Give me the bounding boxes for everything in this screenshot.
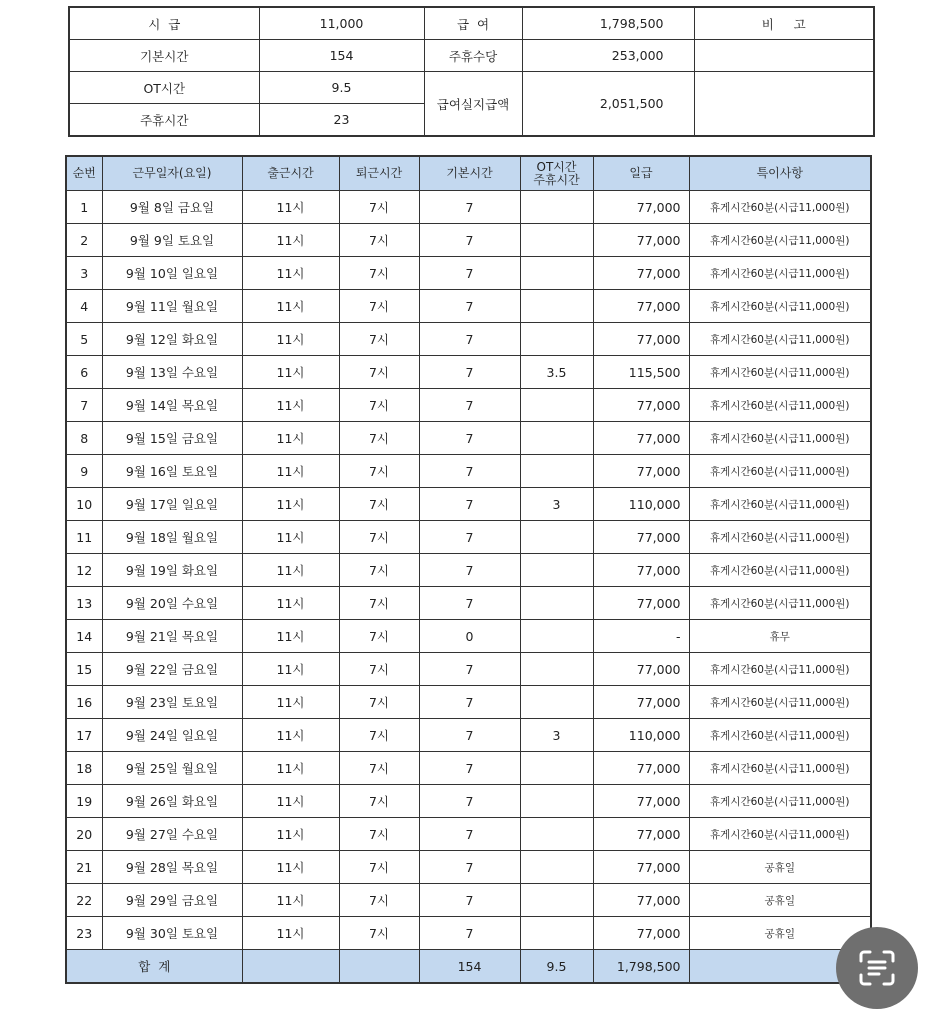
base-hours-value: 154	[259, 40, 424, 72]
row-end: 7시	[339, 257, 419, 290]
col-header-note: 특이사항	[689, 156, 871, 191]
row-no: 8	[66, 422, 102, 455]
row-base: 7	[419, 323, 520, 356]
table-row	[66, 191, 871, 224]
col-header-date: 근무일자(요일)	[102, 156, 242, 191]
weekly-rest-hours-label: 주휴시간	[69, 104, 259, 137]
row-ot	[520, 851, 593, 884]
table-row	[66, 488, 871, 521]
total-ot: 9.5	[520, 950, 593, 984]
table-row	[66, 554, 871, 587]
row-start: 11시	[242, 686, 339, 719]
salary-value	[522, 7, 694, 40]
row-end: 7시	[339, 554, 419, 587]
text-scan-button[interactable]	[836, 927, 918, 1009]
row-ot: 3	[520, 719, 593, 752]
row-base: 7	[419, 851, 520, 884]
table-row	[66, 686, 871, 719]
table-row	[66, 719, 871, 752]
row-no: 5	[66, 323, 102, 356]
row-note: 휴무	[689, 620, 871, 653]
row-end: 7시	[339, 587, 419, 620]
row-daily: 115,500	[593, 356, 689, 389]
col-header-start: 출근시간	[242, 156, 339, 191]
row-date: 9월 27일 수요일	[102, 818, 242, 851]
row-start: 11시	[242, 521, 339, 554]
row-end: 7시	[339, 356, 419, 389]
row-base: 7	[419, 917, 520, 950]
row-no: 14	[66, 620, 102, 653]
row-ot	[520, 257, 593, 290]
row-ot	[520, 455, 593, 488]
row-base: 7	[419, 818, 520, 851]
row-no: 15	[66, 653, 102, 686]
row-end: 7시	[339, 191, 419, 224]
row-base: 7	[419, 587, 520, 620]
remarks-cell-2	[694, 72, 874, 137]
row-note: 휴게시간60분(시급11,000원)	[689, 290, 871, 323]
row-note: 휴게시간60분(시급11,000원)	[689, 521, 871, 554]
row-end: 7시	[339, 488, 419, 521]
row-ot	[520, 686, 593, 719]
row-no: 4	[66, 290, 102, 323]
col-header-ot-line2: 주휴시간	[533, 172, 580, 187]
row-note: 휴게시간60분(시급11,000원)	[689, 488, 871, 521]
row-end: 7시	[339, 620, 419, 653]
row-note: 공휴일	[689, 884, 871, 917]
row-note: 휴게시간60분(시급11,000원)	[689, 389, 871, 422]
table-row	[66, 356, 871, 389]
row-base: 7	[419, 257, 520, 290]
row-daily: 77,000	[593, 257, 689, 290]
row-no: 20	[66, 818, 102, 851]
row-daily: 77,000	[593, 884, 689, 917]
row-note: 휴게시간60분(시급11,000원)	[689, 455, 871, 488]
col-header-ot	[520, 156, 593, 191]
row-note: 휴게시간60분(시급11,000원)	[689, 224, 871, 257]
row-no: 7	[66, 389, 102, 422]
row-no: 10	[66, 488, 102, 521]
row-note: 휴게시간60분(시급11,000원)	[689, 323, 871, 356]
row-end: 7시	[339, 224, 419, 257]
row-end: 7시	[339, 917, 419, 950]
ot-hours-label: OT시간	[69, 72, 259, 104]
row-daily: 77,000	[593, 554, 689, 587]
row-date: 9월 26일 화요일	[102, 785, 242, 818]
row-no: 1	[66, 191, 102, 224]
row-start: 11시	[242, 389, 339, 422]
table-row	[66, 422, 871, 455]
row-ot	[520, 224, 593, 257]
row-end: 7시	[339, 323, 419, 356]
text-scan-icon	[857, 948, 897, 988]
total-base: 154	[419, 950, 520, 984]
row-daily: 77,000	[593, 224, 689, 257]
table-row	[66, 917, 871, 950]
row-no: 16	[66, 686, 102, 719]
row-no: 13	[66, 587, 102, 620]
row-base: 7	[419, 455, 520, 488]
row-ot	[520, 323, 593, 356]
row-ot	[520, 653, 593, 686]
col-header-daily: 일급	[593, 156, 689, 191]
row-end: 7시	[339, 422, 419, 455]
row-date: 9월 15일 금요일	[102, 422, 242, 455]
row-daily: 77,000	[593, 851, 689, 884]
hourly-wage-value: 11,000	[259, 7, 424, 40]
row-end: 7시	[339, 851, 419, 884]
row-date: 9월 17일 일요일	[102, 488, 242, 521]
row-note: 휴게시간60분(시급11,000원)	[689, 752, 871, 785]
row-ot	[520, 587, 593, 620]
row-no: 12	[66, 554, 102, 587]
row-base: 0	[419, 620, 520, 653]
pay-summary-table	[68, 6, 875, 137]
table-row	[66, 587, 871, 620]
table-header-row	[66, 156, 871, 191]
row-note: 휴게시간60분(시급11,000원)	[689, 785, 871, 818]
row-no: 21	[66, 851, 102, 884]
col-header-no: 순번	[66, 156, 102, 191]
row-daily: 77,000	[593, 587, 689, 620]
row-date: 9월 22일 금요일	[102, 653, 242, 686]
total-label: 합 계	[66, 950, 242, 984]
base-hours-label: 기본시간	[69, 40, 259, 72]
row-start: 11시	[242, 191, 339, 224]
col-header-ot-line1: OT시간	[536, 159, 577, 174]
table-row	[66, 851, 871, 884]
table-row	[66, 653, 871, 686]
row-date: 9월 25일 월요일	[102, 752, 242, 785]
row-start: 11시	[242, 224, 339, 257]
row-note: 휴게시간60분(시급11,000원)	[689, 653, 871, 686]
row-note: 휴게시간60분(시급11,000원)	[689, 719, 871, 752]
row-ot: 3.5	[520, 356, 593, 389]
ot-hours-value: 9.5	[259, 72, 424, 104]
table-row	[66, 257, 871, 290]
row-ot	[520, 554, 593, 587]
row-base: 7	[419, 686, 520, 719]
row-start: 11시	[242, 356, 339, 389]
row-date: 9월 24일 일요일	[102, 719, 242, 752]
row-no: 2	[66, 224, 102, 257]
row-date: 9월 13일 수요일	[102, 356, 242, 389]
hourly-wage-label: 시 급	[69, 7, 259, 40]
salary-label: 급 여	[424, 7, 522, 40]
row-date: 9월 23일 토요일	[102, 686, 242, 719]
row-daily: 77,000	[593, 917, 689, 950]
row-base: 7	[419, 785, 520, 818]
row-end: 7시	[339, 818, 419, 851]
row-no: 23	[66, 917, 102, 950]
row-end: 7시	[339, 686, 419, 719]
remarks-cell	[694, 40, 874, 72]
row-start: 11시	[242, 290, 339, 323]
row-start: 11시	[242, 587, 339, 620]
row-end: 7시	[339, 290, 419, 323]
row-base: 7	[419, 488, 520, 521]
row-daily: 77,000	[593, 290, 689, 323]
total-start	[242, 950, 339, 984]
total-row	[66, 950, 871, 984]
row-base: 7	[419, 719, 520, 752]
table-row	[66, 455, 871, 488]
row-start: 11시	[242, 488, 339, 521]
row-daily: 77,000	[593, 389, 689, 422]
row-base: 7	[419, 389, 520, 422]
row-note: 휴게시간60분(시급11,000원)	[689, 554, 871, 587]
row-end: 7시	[339, 884, 419, 917]
total-daily: 1,798,500	[593, 950, 689, 984]
row-ot	[520, 752, 593, 785]
row-no: 11	[66, 521, 102, 554]
row-note: 휴게시간60분(시급11,000원)	[689, 686, 871, 719]
row-end: 7시	[339, 521, 419, 554]
row-base: 7	[419, 422, 520, 455]
row-no: 3	[66, 257, 102, 290]
row-base: 7	[419, 884, 520, 917]
table-row	[66, 389, 871, 422]
row-date: 9월 8일 금요일	[102, 191, 242, 224]
row-start: 11시	[242, 884, 339, 917]
weekly-rest-hours-value: 23	[259, 104, 424, 137]
row-start: 11시	[242, 653, 339, 686]
remarks-label: 비 고	[694, 7, 874, 40]
row-date: 9월 21일 목요일	[102, 620, 242, 653]
row-start: 11시	[242, 422, 339, 455]
row-no: 17	[66, 719, 102, 752]
row-ot	[520, 422, 593, 455]
row-date: 9월 19일 화요일	[102, 554, 242, 587]
row-date: 9월 18일 월요일	[102, 521, 242, 554]
row-start: 11시	[242, 455, 339, 488]
row-note: 휴게시간60분(시급11,000원)	[689, 422, 871, 455]
row-end: 7시	[339, 455, 419, 488]
col-header-end: 퇴근시간	[339, 156, 419, 191]
row-ot	[520, 884, 593, 917]
row-ot	[520, 290, 593, 323]
table-row	[66, 884, 871, 917]
row-note: 휴게시간60분(시급11,000원)	[689, 191, 871, 224]
row-date: 9월 29일 금요일	[102, 884, 242, 917]
row-daily: 77,000	[593, 521, 689, 554]
table-row	[66, 224, 871, 257]
row-ot	[520, 389, 593, 422]
row-daily: -	[593, 620, 689, 653]
row-note: 공휴일	[689, 851, 871, 884]
table-row	[66, 521, 871, 554]
row-start: 11시	[242, 554, 339, 587]
row-end: 7시	[339, 653, 419, 686]
row-ot	[520, 818, 593, 851]
row-date: 9월 16일 토요일	[102, 455, 242, 488]
row-start: 11시	[242, 719, 339, 752]
row-base: 7	[419, 752, 520, 785]
row-daily: 77,000	[593, 818, 689, 851]
row-base: 7	[419, 653, 520, 686]
row-end: 7시	[339, 719, 419, 752]
row-daily: 77,000	[593, 752, 689, 785]
row-ot	[520, 521, 593, 554]
weekly-allowance-label: 주휴수당	[424, 40, 522, 72]
row-date: 9월 10일 일요일	[102, 257, 242, 290]
row-daily: 77,000	[593, 785, 689, 818]
table-row	[66, 323, 871, 356]
row-daily: 77,000	[593, 422, 689, 455]
row-ot	[520, 620, 593, 653]
row-start: 11시	[242, 917, 339, 950]
col-header-base: 기본시간	[419, 156, 520, 191]
row-note: 휴게시간60분(시급11,000원)	[689, 818, 871, 851]
row-ot	[520, 785, 593, 818]
row-base: 7	[419, 521, 520, 554]
row-ot	[520, 191, 593, 224]
row-daily: 110,000	[593, 719, 689, 752]
table-row	[66, 752, 871, 785]
row-daily: 77,000	[593, 455, 689, 488]
row-daily: 77,000	[593, 191, 689, 224]
row-note: 휴게시간60분(시급11,000원)	[689, 587, 871, 620]
row-daily: 77,000	[593, 323, 689, 356]
row-start: 11시	[242, 257, 339, 290]
row-start: 11시	[242, 818, 339, 851]
row-base: 7	[419, 356, 520, 389]
total-end	[339, 950, 419, 984]
row-base: 7	[419, 224, 520, 257]
row-start: 11시	[242, 620, 339, 653]
work-log-table	[65, 155, 872, 984]
row-note: 휴게시간60분(시급11,000원)	[689, 257, 871, 290]
row-date: 9월 14일 목요일	[102, 389, 242, 422]
row-date: 9월 28일 목요일	[102, 851, 242, 884]
table-row	[66, 785, 871, 818]
row-no: 22	[66, 884, 102, 917]
row-start: 11시	[242, 752, 339, 785]
table-row	[66, 818, 871, 851]
weekly-allowance-value: 253,000	[522, 40, 694, 72]
row-daily: 77,000	[593, 686, 689, 719]
row-date: 9월 20일 수요일	[102, 587, 242, 620]
row-date: 9월 9일 토요일	[102, 224, 242, 257]
row-end: 7시	[339, 752, 419, 785]
row-no: 19	[66, 785, 102, 818]
row-daily: 110,000	[593, 488, 689, 521]
row-start: 11시	[242, 785, 339, 818]
row-end: 7시	[339, 389, 419, 422]
row-date: 9월 30일 토요일	[102, 917, 242, 950]
row-start: 11시	[242, 851, 339, 884]
row-base: 7	[419, 290, 520, 323]
salary-amount: 1,798,500	[599, 16, 664, 31]
row-note: 공휴일	[689, 917, 871, 950]
row-no: 18	[66, 752, 102, 785]
net-pay-label: 급여실지급액	[424, 72, 522, 137]
net-pay-value: 2,051,500	[522, 72, 694, 137]
row-base: 7	[419, 191, 520, 224]
row-date: 9월 12일 화요일	[102, 323, 242, 356]
row-note: 휴게시간60분(시급11,000원)	[689, 356, 871, 389]
row-ot	[520, 917, 593, 950]
row-base: 7	[419, 554, 520, 587]
row-ot: 3	[520, 488, 593, 521]
row-end: 7시	[339, 785, 419, 818]
row-start: 11시	[242, 323, 339, 356]
row-daily: 77,000	[593, 653, 689, 686]
row-no: 9	[66, 455, 102, 488]
row-date: 9월 11일 월요일	[102, 290, 242, 323]
table-row	[66, 290, 871, 323]
table-row	[66, 620, 871, 653]
row-no: 6	[66, 356, 102, 389]
